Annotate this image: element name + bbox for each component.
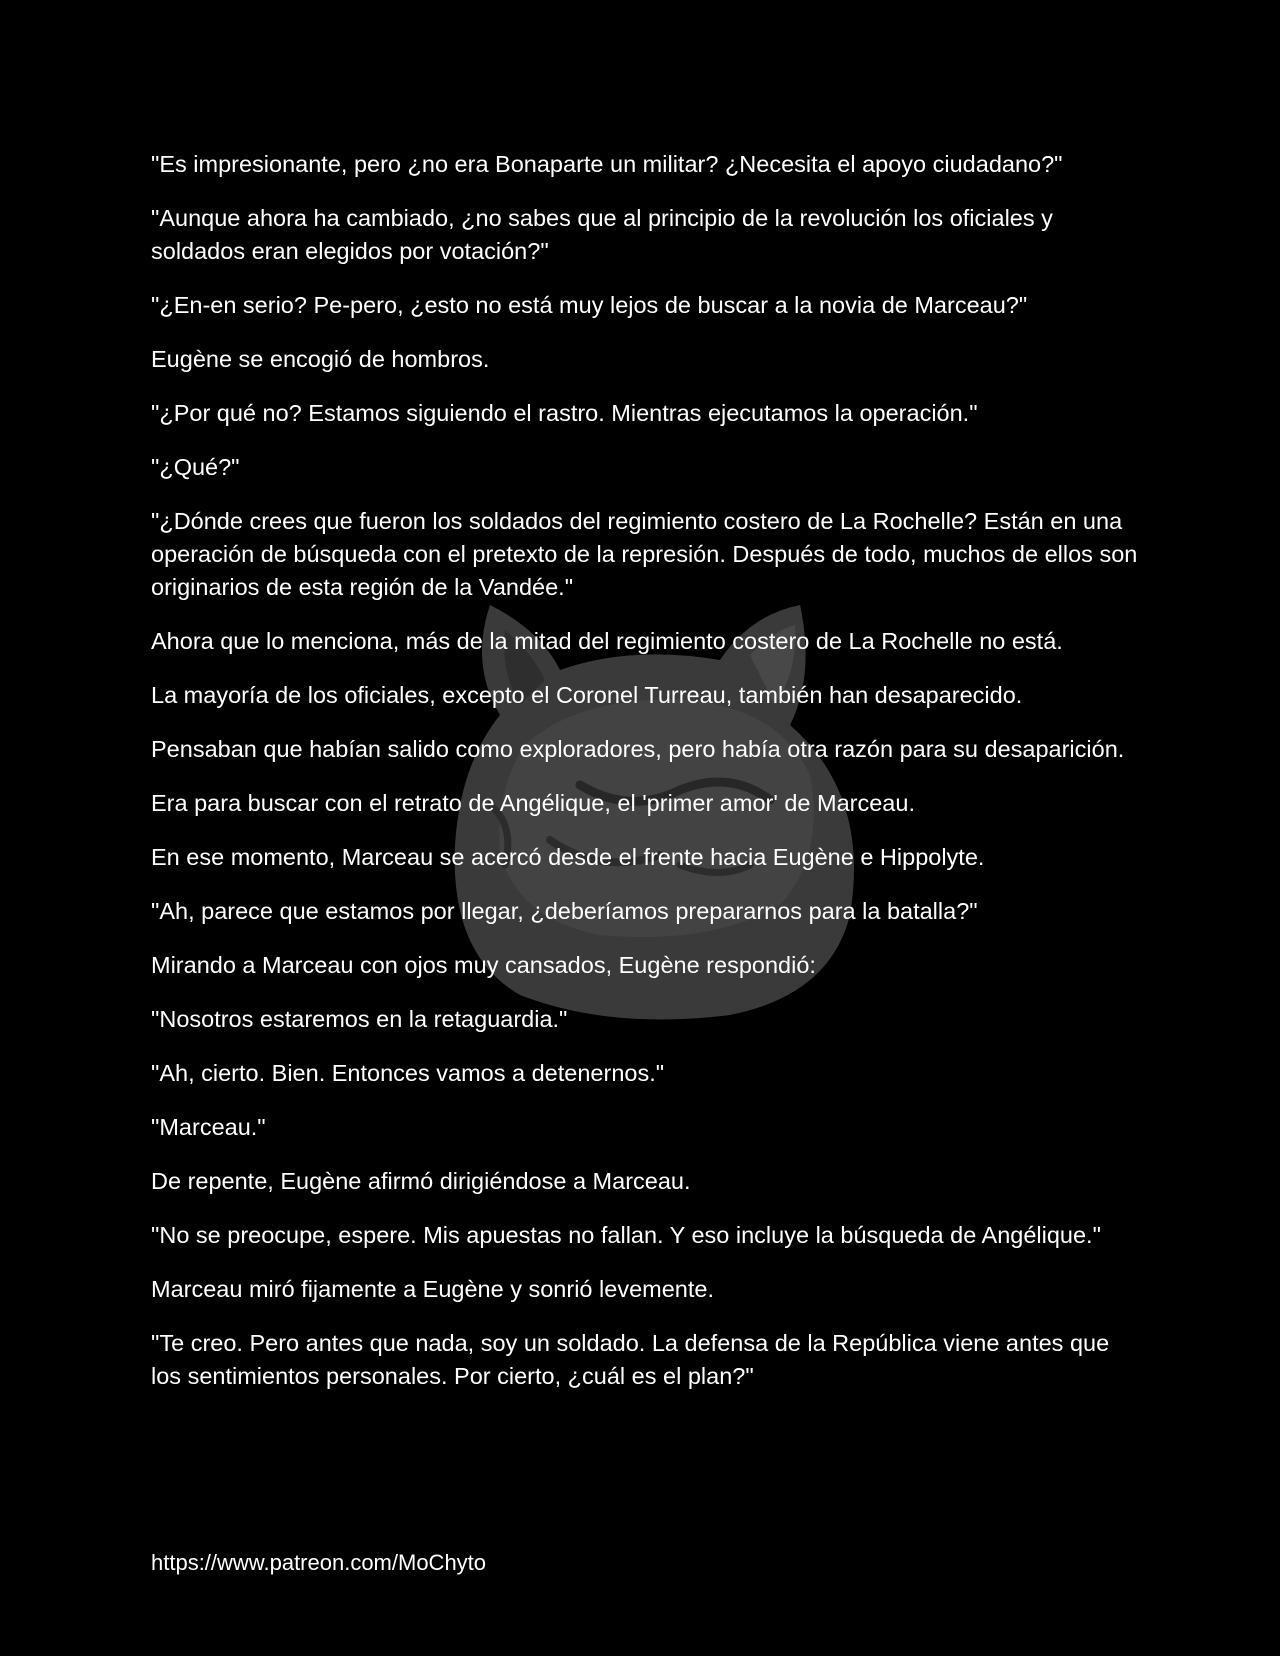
paragraph: En ese momento, Marceau se acercó desde el frente hacia Eugène e Hippolyte. [151,844,985,870]
patreon-link[interactable]: https://www.patreon.com/MoChyto [151,1550,487,1575]
paragraph: "Nosotros estaremos en la retaguardia." [151,1006,568,1032]
paragraph: "No se preocupe, espere. Mis apuestas no fallan. Y eso incluye la búsqueda de Angélique." [151,1222,1101,1248]
paragraph: "Aunque ahora ha cambiado, ¿no sabes que al principio de la revolución los oficiales y soldados eran elegidos por votación?" [151,205,1053,264]
paragraph: "Te creo. Pero antes que nada, soy un soldado. La defensa de la República viene antes que los sentimientos personales. Por cierto, ¿cuál es el plan?" [151,1330,1110,1389]
paragraph: "¿Qué?" [151,454,240,480]
document-body [151,148,1141,1414]
paragraph: "Es impresionante, pero ¿no era Bonaparte un militar? ¿Necesita el apoyo ciudadano?" [151,151,1063,177]
paragraph: Era para buscar con el retrato de Angélique, el 'primer amor' de Marceau. [151,790,915,816]
paragraph: "Marceau." [151,1114,266,1140]
paragraph: Ahora que lo menciona, más de la mitad del regimiento costero de La Rochelle no está. [151,628,1063,654]
paragraph: "Ah, cierto. Bien. Entonces vamos a detenernos." [151,1060,665,1086]
paragraph: "Ah, parece que estamos por llegar, ¿deberíamos prepararnos para la batalla?" [151,898,978,924]
paragraph: "¿Dónde crees que fueron los soldados del regimiento costero de La Rochelle? Están en una operación de búsqueda con el pretexto de la represión. Después de todo, muchos de ellos son originarios de esta región de la Vandée." [151,508,1138,600]
paragraph: Pensaban que habían salido como exploradores, pero había otra razón para su desaparición. [151,736,1125,762]
paragraph: Marceau miró fijamente a Eugène y sonrió levemente. [151,1276,714,1302]
paragraph: La mayoría de los oficiales, excepto el Coronel Turreau, también han desaparecido. [151,682,1023,708]
paragraph: Eugène se encogió de hombros. [151,346,490,372]
paragraph: De repente, Eugène afirmó dirigiéndose a Marceau. [151,1168,691,1194]
paragraph: "¿En-en serio? Pe-pero, ¿esto no está muy lejos de buscar a la novia de Marceau?" [151,292,1028,318]
paragraph: Mirando a Marceau con ojos muy cansados, Eugène respondió: [151,952,816,978]
paragraph: "¿Por qué no? Estamos siguiendo el rastro. Mientras ejecutamos la operación." [151,400,978,426]
